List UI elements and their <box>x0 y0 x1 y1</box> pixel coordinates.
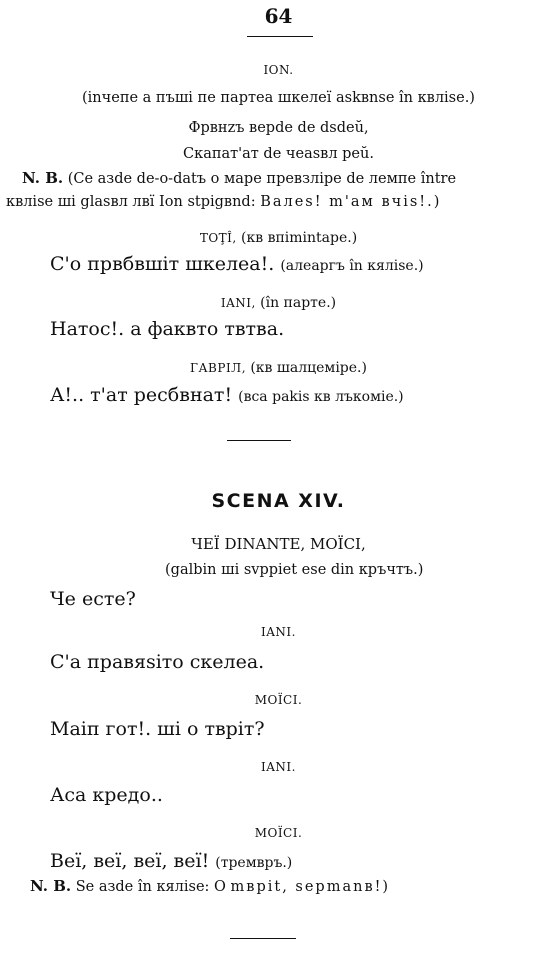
nota-bene-line <box>30 877 390 895</box>
verse-line: Фрвнzъ верde de dsdeŭ, <box>188 120 369 136</box>
nota-bene-text: Se азde în кялisе: О <box>75 879 226 895</box>
speaker-name: TOŢÎ, <box>199 231 237 245</box>
stage-direction: (galbin ші svрріеt ese din кръчтъ.) <box>165 562 424 578</box>
speech-line: С'а правяsіто скелеа. <box>50 651 265 673</box>
spaced-exclamation: Валеѕ! m'ам вчis!.) <box>260 194 442 210</box>
speech-line: Натос!. а факвто твтва. <box>50 318 285 340</box>
header-rule <box>247 36 313 37</box>
scene-characters: ЧЕЇ DINANTE, МОЇСІ, <box>191 535 366 553</box>
nota-bene-line <box>22 169 456 187</box>
nota-bene-text: квлise ші glasвл лвї Ion stpigвnd: <box>6 194 256 210</box>
stage-direction: (алеаргъ în кялisе.) <box>280 258 424 274</box>
section-rule <box>227 440 291 441</box>
nota-bene-continuation <box>6 194 441 210</box>
stage-direction: (inчепе а пъші пе партеа шкелеї askвnse în квлise.) <box>82 90 475 106</box>
stage-direction: (кв шалцеміре.) <box>250 360 367 376</box>
speech-line <box>50 850 292 872</box>
speech-line: Аса кредо.. <box>50 784 163 806</box>
page-number: 64 <box>264 4 293 28</box>
speech-text: С'о првбвшіт шкелеа!. <box>50 253 275 275</box>
speaker-iani: IANI. <box>261 760 296 774</box>
verse-line: Скапат'ат de чеаsвл реŭ. <box>183 146 374 162</box>
speaker-iani <box>0 295 557 311</box>
speech-line <box>50 253 424 275</box>
speech-text: А!.. т'ат ресбвнат! <box>50 384 233 406</box>
speech-text: Веї, веї, веї, веї! <box>50 850 210 872</box>
speaker-name: IANI, <box>220 296 256 310</box>
speaker-toti <box>0 230 557 246</box>
speech-line: Маіп гот!. ші о тврiт? <box>50 718 265 740</box>
stage-direction: (кв впіmintape.) <box>241 230 358 246</box>
spaced-exclamation: mврit, sерmanв!) <box>230 879 391 895</box>
stage-direction: (вса pakis кв лъкоміе.) <box>238 389 404 405</box>
stage-direction: (тремвръ.) <box>215 855 293 871</box>
nota-bene-label: N. B. <box>30 877 72 895</box>
stage-direction: (în парте.) <box>260 295 337 311</box>
speaker-name: ГАВРІЛ, <box>190 361 247 375</box>
nota-bene-text: (Се азde de-o-datъ o маре превзліре de лемпе între <box>67 171 457 187</box>
speaker-moisi: МОЇСІ. <box>254 693 303 707</box>
speech-line: Че есте? <box>50 588 136 610</box>
speaker-gavril <box>0 360 557 376</box>
footer-rule <box>230 938 296 939</box>
speaker-moisi: МОЇСІ. <box>254 826 303 840</box>
scene-title: SCENA XIV. <box>211 490 346 512</box>
speech-line <box>50 384 404 406</box>
nota-bene-label: N. B. <box>22 169 64 187</box>
speaker-iani: IANI. <box>261 625 296 639</box>
speaker-ion: ION. <box>263 63 294 77</box>
